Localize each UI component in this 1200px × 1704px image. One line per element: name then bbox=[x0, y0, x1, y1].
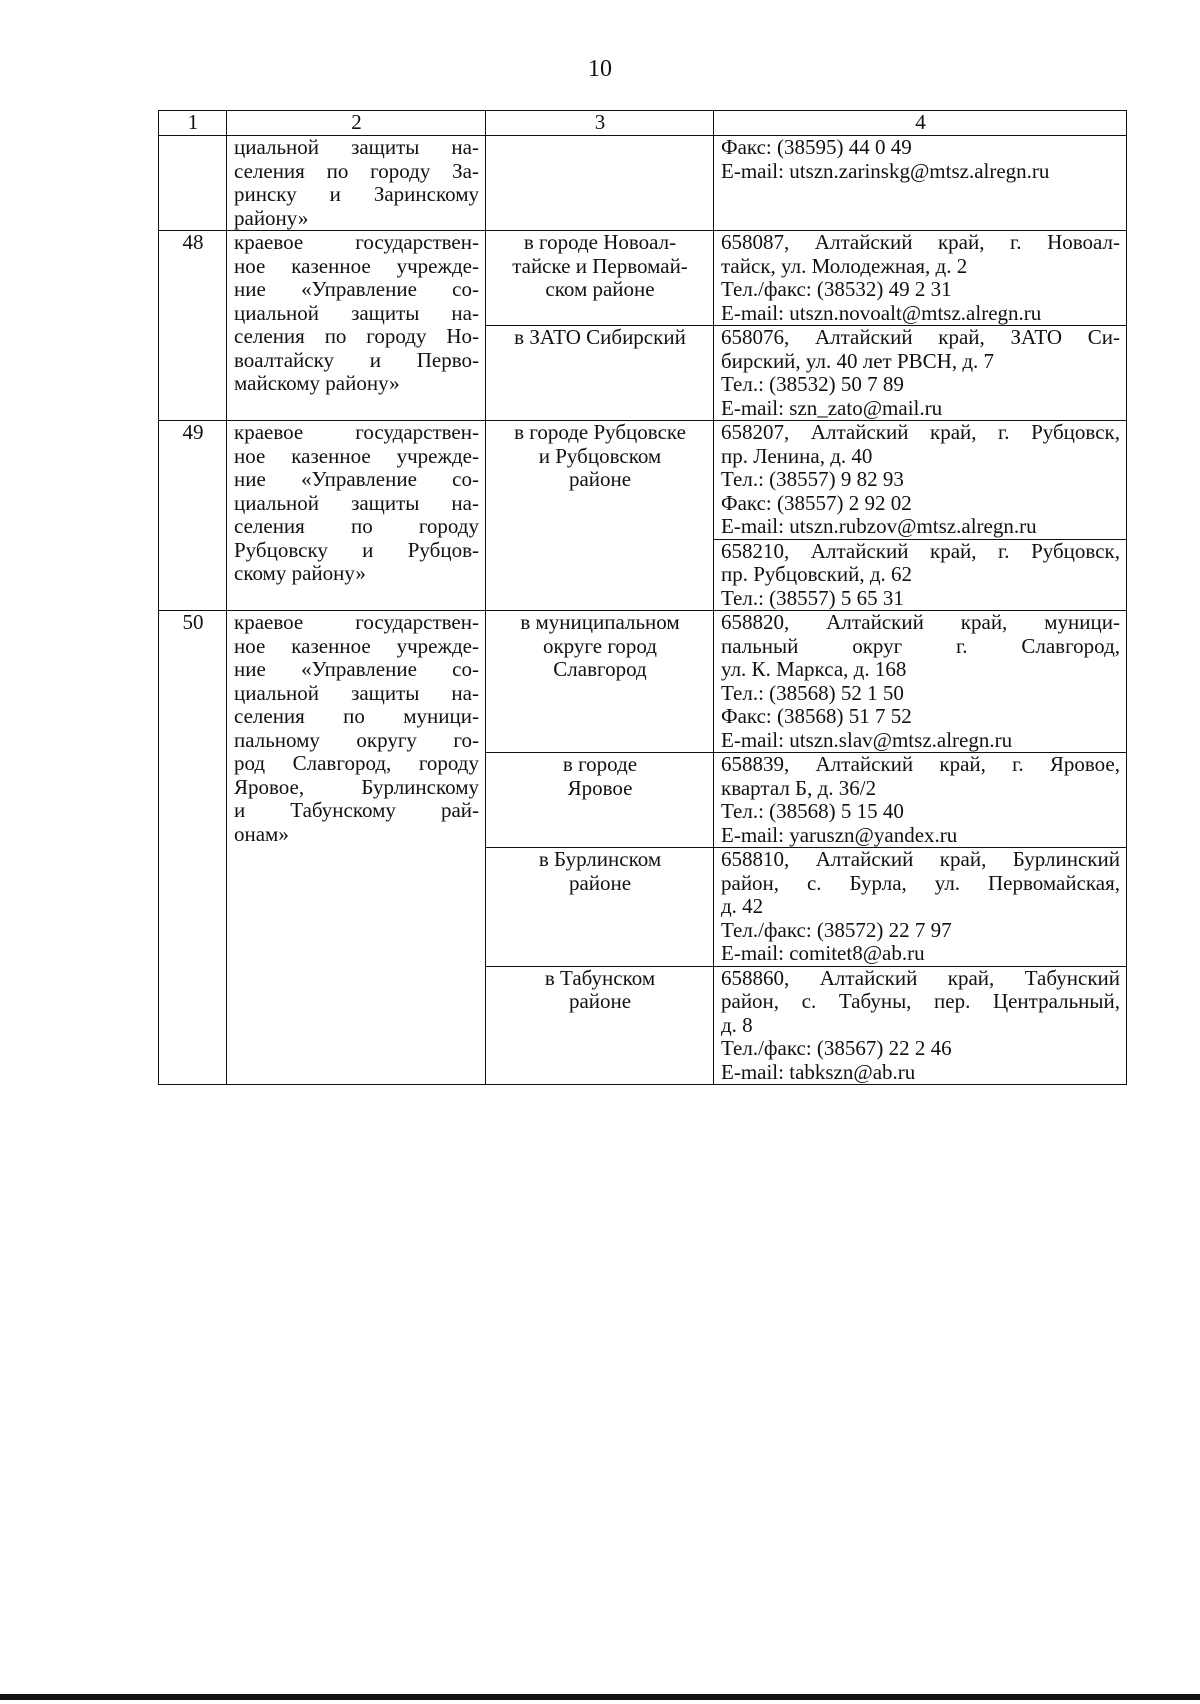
contact-cell bbox=[714, 231, 1127, 326]
table-row bbox=[159, 611, 1127, 753]
contact-line: Факс: (38568) 51 7 52 bbox=[721, 704, 912, 728]
header-col-1: 1 bbox=[159, 111, 227, 136]
contact-line: 658820, Алтайский край, муници- bbox=[721, 610, 1120, 634]
organization-cell bbox=[227, 611, 486, 1085]
table-row bbox=[159, 421, 1127, 540]
org-line: селения по городу За- bbox=[234, 158, 479, 183]
contact-line: пр. Рубцовский, д. 62 bbox=[721, 562, 913, 586]
contact-line: Тел./факс: (38567) 22 2 46 bbox=[721, 1036, 952, 1060]
header-col-4: 4 bbox=[714, 111, 1127, 136]
contact-line: район, с. Табуны, пер. Центральный, bbox=[721, 989, 1120, 1013]
contact-line: Факс: (38557) 2 92 02 bbox=[721, 490, 912, 515]
contact-line: E-mail: utszn.rubzov@mtsz.alregn.ru bbox=[721, 514, 1037, 538]
contact-cell bbox=[714, 326, 1127, 421]
org-line: ринску и Заринскому bbox=[234, 182, 479, 206]
org-line: Рубцовску и Рубцов- bbox=[234, 537, 479, 562]
contact-line: E-mail: tabkszn@ab.ru bbox=[721, 1059, 916, 1084]
location-line: округе город bbox=[542, 633, 657, 658]
location-line: в ЗАТО Сибирский bbox=[514, 325, 686, 349]
organization-cell bbox=[227, 136, 486, 231]
org-line: воалтайску и Перво- bbox=[234, 347, 479, 372]
org-line: циальной защиты на- bbox=[234, 680, 479, 705]
contact-line: пальный округ г. Славгород, bbox=[721, 633, 1120, 658]
contact-line: E-mail: utszn.zarinskg@mtsz.alregn.ru bbox=[721, 158, 1050, 183]
location-cell bbox=[486, 611, 714, 753]
org-line: пальному округу го- bbox=[234, 727, 479, 752]
org-line: род Славгород, городу bbox=[234, 751, 479, 775]
location-line: районе bbox=[568, 870, 632, 895]
contact-line: район, с. Бурла, ул. Первомайская, bbox=[721, 870, 1120, 895]
contact-line: Факс: (38595) 44 0 49 bbox=[721, 135, 912, 159]
contact-line: 658076, Алтайский край, ЗАТО Си- bbox=[721, 325, 1120, 349]
row-number-cell: 49 bbox=[159, 421, 227, 611]
header-col-2: 2 bbox=[227, 111, 486, 136]
contact-line: д. 42 bbox=[721, 894, 764, 918]
contact-line: квартал Б, д. 36/2 bbox=[721, 775, 877, 800]
contact-line: E-mail: utszn.slav@mtsz.alregn.ru bbox=[721, 727, 1013, 752]
org-line: ние «Управление со- bbox=[234, 277, 479, 301]
contact-cell bbox=[714, 966, 1127, 1085]
contact-line: 658087, Алтайский край, г. Новоал- bbox=[721, 230, 1120, 254]
row-number-cell: 50 bbox=[159, 611, 227, 1085]
location-cell bbox=[486, 753, 714, 848]
location-cell bbox=[486, 231, 714, 326]
contact-line: E-mail: szn_zato@mail.ru bbox=[721, 395, 943, 420]
row-number-cell: 48 bbox=[159, 231, 227, 421]
location-line: и Рубцовском bbox=[538, 443, 662, 468]
location-line: в Бурлинском bbox=[538, 847, 662, 871]
org-line: селения по городу bbox=[234, 514, 479, 538]
location-cell bbox=[486, 966, 714, 1085]
contact-cell bbox=[714, 136, 1127, 231]
org-line: краевое государствен- bbox=[234, 230, 479, 254]
institutions-table bbox=[158, 110, 1127, 1085]
organization-cell bbox=[227, 421, 486, 611]
contact-line: ул. К. Маркса, д. 168 bbox=[721, 657, 907, 681]
contact-line: 658860, Алтайский край, Табунский bbox=[721, 966, 1120, 990]
org-line: циальной защиты на- bbox=[234, 300, 479, 325]
location-line: ском районе bbox=[545, 277, 655, 301]
org-line: селения по муници- bbox=[234, 704, 479, 728]
location-cell bbox=[486, 848, 714, 967]
org-line: ное казенное учрежде- bbox=[234, 443, 479, 468]
org-line: краевое государствен- bbox=[234, 610, 479, 634]
contact-cell bbox=[714, 848, 1127, 967]
contact-line: Тел./факс: (38532) 49 2 31 bbox=[721, 277, 952, 301]
org-line: ние «Управление со- bbox=[234, 467, 479, 491]
table-row bbox=[159, 231, 1127, 326]
org-line: скому району» bbox=[234, 561, 366, 585]
table-header-row bbox=[159, 111, 1127, 136]
org-line: и Табунскому рай- bbox=[234, 798, 479, 822]
org-line: циальной защиты на- bbox=[234, 490, 479, 515]
contact-line: 658810, Алтайский край, Бурлинский bbox=[721, 847, 1120, 871]
contact-line: Тел.: (38568) 52 1 50 bbox=[721, 680, 904, 705]
org-line: онам» bbox=[234, 821, 289, 846]
contact-line: пр. Ленина, д. 40 bbox=[721, 443, 873, 468]
location-line: районе bbox=[568, 989, 632, 1013]
contact-line: E-mail: utszn.novoalt@mtsz.alregn.ru bbox=[721, 300, 1042, 325]
org-line: ние «Управление со- bbox=[234, 657, 479, 681]
org-line: ное казенное учрежде- bbox=[234, 633, 479, 658]
location-cell bbox=[486, 136, 714, 231]
page-number: 10 bbox=[588, 56, 612, 82]
contact-line: Тел.: (38557) 5 65 31 bbox=[721, 585, 904, 610]
contact-line: Тел.: (38557) 9 82 93 bbox=[721, 467, 904, 491]
row-number-cell bbox=[159, 136, 227, 231]
contact-line: 658210, Алтайский край, г. Рубцовск, bbox=[721, 539, 1120, 563]
location-line: Славгород bbox=[553, 657, 647, 681]
contact-line: Тел.: (38532) 50 7 89 bbox=[721, 372, 904, 396]
contact-cell bbox=[714, 421, 1127, 540]
location-line: в городе Новоал- bbox=[523, 230, 677, 254]
contact-line: бирский, ул. 40 лет РВСН, д. 7 bbox=[721, 348, 994, 373]
location-line: в городе bbox=[562, 752, 638, 776]
header-col-3: 3 bbox=[486, 111, 714, 136]
contact-cell bbox=[714, 611, 1127, 753]
location-line: в муниципальном bbox=[520, 610, 680, 634]
contact-line: E-mail: yaruszn@yandex.ru bbox=[721, 822, 958, 847]
org-line: району» bbox=[234, 205, 309, 230]
location-cell bbox=[486, 421, 714, 611]
location-line: Яровое bbox=[567, 775, 633, 800]
org-line: ное казенное учрежде- bbox=[234, 253, 479, 278]
contact-line: Тел./факс: (38572) 22 7 97 bbox=[721, 917, 952, 942]
contact-line: 658839, Алтайский край, г. Яровое, bbox=[721, 752, 1120, 776]
contact-cell bbox=[714, 753, 1127, 848]
contact-line: д. 8 bbox=[721, 1012, 753, 1037]
contact-cell bbox=[714, 539, 1127, 611]
location-line: в Табунском bbox=[544, 966, 656, 990]
org-line: майскому району» bbox=[234, 371, 400, 395]
org-line: селения по городу Но- bbox=[234, 324, 479, 348]
contact-line: тайск, ул. Молодежная, д. 2 bbox=[721, 253, 968, 278]
location-cell bbox=[486, 326, 714, 421]
org-line: краевое государствен- bbox=[234, 420, 479, 444]
scan-bottom-edge bbox=[0, 1694, 1200, 1700]
table-row bbox=[159, 136, 1127, 231]
organization-cell bbox=[227, 231, 486, 421]
org-line: Яровое, Бурлинскому bbox=[234, 774, 479, 799]
location-line: тайске и Первомай- bbox=[512, 253, 688, 278]
org-line: циальной защиты на- bbox=[234, 135, 479, 159]
contact-line: 658207, Алтайский край, г. Рубцовск, bbox=[721, 420, 1120, 444]
location-line: районе bbox=[568, 467, 632, 491]
contact-line: Тел.: (38568) 5 15 40 bbox=[721, 799, 904, 823]
contact-line: E-mail: comitet8@ab.ru bbox=[721, 941, 925, 965]
location-line: в городе Рубцовске bbox=[514, 420, 686, 444]
